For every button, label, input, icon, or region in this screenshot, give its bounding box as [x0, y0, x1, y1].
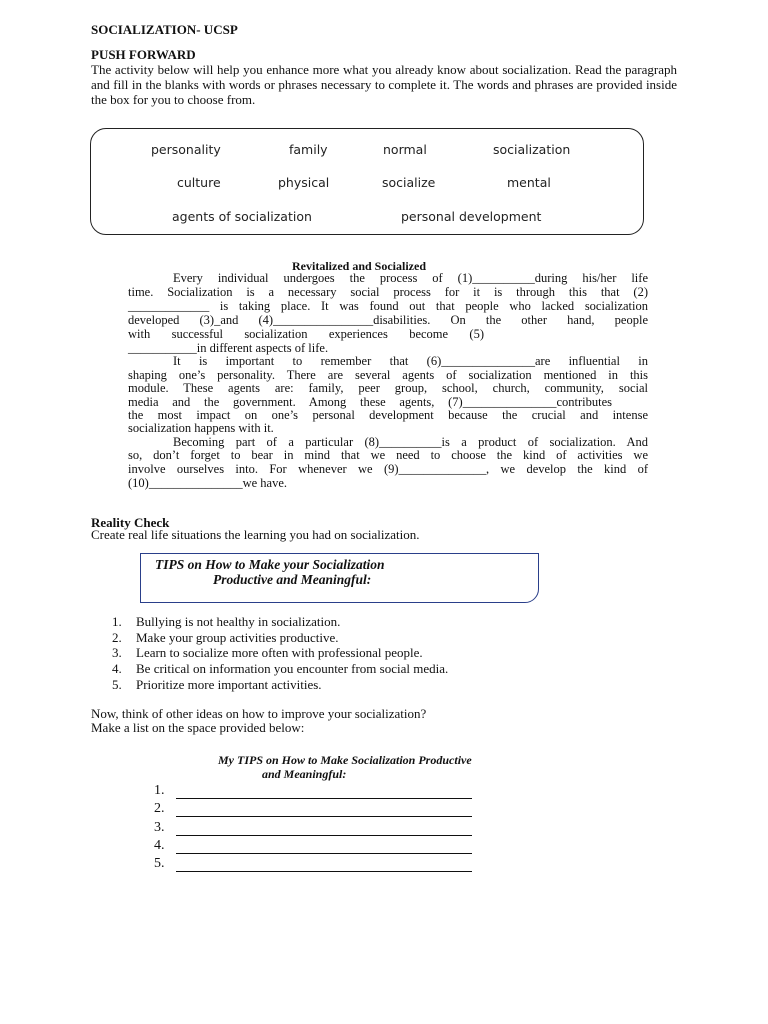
- word-bank-item: socialize: [382, 175, 436, 190]
- passage-line: (10)_______________we have.: [128, 476, 287, 490]
- word-bank-item: culture: [177, 175, 221, 190]
- push-forward-instructions: The activity below will help you enhance more what you already know about socialization. Read the paragraph and fill in the blanks with words or phrases necessary to complete it. The words and phrases are provided inside the box for you to choose from.: [91, 62, 677, 107]
- passage-line: time. Socialization is a necessary social process for it is through this that (2): [128, 285, 648, 299]
- passage-line: It is important to remember that (6)_______________are influential in: [173, 354, 648, 368]
- answer-blank[interactable]: [176, 822, 472, 836]
- answer-line-number: 1.: [154, 783, 165, 798]
- reality-check-instruction: Create real life situations the learning you had on socialization.: [91, 527, 420, 542]
- answer-line-number: 5.: [154, 856, 165, 871]
- list-item-number: 1.: [112, 614, 122, 629]
- list-item: [112, 630, 339, 646]
- list-item-text: Bullying is not healthy in socialization.: [136, 614, 341, 629]
- answer-blank[interactable]: [176, 840, 472, 854]
- word-bank-item: physical: [278, 175, 330, 190]
- list-item-number: 3.: [112, 645, 122, 660]
- answer-blank[interactable]: [176, 803, 472, 817]
- word-bank-item: mental: [507, 175, 551, 190]
- word-bank-item: family: [289, 142, 328, 157]
- passage-line: with successful socialization experiences become (5): [128, 327, 484, 341]
- answer-line-number: 3.: [154, 820, 165, 835]
- list-item-text: Make your group activities productive.: [136, 630, 339, 645]
- my-tips-title: and Meaningful:: [262, 767, 347, 781]
- list-item-number: 2.: [112, 630, 122, 645]
- passage-line: Every individual undergoes the process of (1)__________during his/her life: [173, 271, 648, 285]
- word-bank-box: [90, 128, 644, 235]
- my-tips-title: My TIPS on How to Make Socialization Productive: [218, 753, 472, 767]
- passage-line: involve ourselves into. For whenever we (9)______________, we develop the kind of: [128, 462, 648, 476]
- passage-line: so, don’t forget to bear in mind that we need to choose the kind of activities we: [128, 448, 648, 462]
- passage-line: shaping one’s personality. There are several agents of socialization mentioned in this: [128, 368, 648, 382]
- list-item-number: 4.: [112, 661, 122, 676]
- answer-line-row[interactable]: [154, 838, 472, 854]
- list-item: [112, 645, 423, 661]
- answer-line-number: 2.: [154, 801, 165, 816]
- list-item-text: Be critical on information you encounter from social media.: [136, 661, 449, 676]
- answer-line-row[interactable]: [154, 783, 472, 799]
- answer-line-row[interactable]: [154, 856, 472, 872]
- passage-line: media and the government. Among these agents, (7)_______________contributes: [128, 395, 612, 409]
- word-bank-item: socialization: [493, 142, 571, 157]
- closing-prompt: Make a list on the space provided below:: [91, 720, 305, 735]
- passage-line: socialization happens with it.: [128, 421, 274, 435]
- tips-callout-title: Productive and Meaningful:: [213, 572, 372, 587]
- answer-line-row[interactable]: [154, 820, 472, 836]
- word-bank-item: agents of socialization: [172, 209, 312, 224]
- push-forward-heading: PUSH FORWARD: [91, 47, 196, 62]
- passage-line: developed (3)_and (4)________________disabilities. On the other hand, people: [128, 313, 648, 327]
- list-item: [112, 614, 340, 630]
- document-title: SOCIALIZATION- UCSP: [91, 22, 238, 37]
- word-bank-item: normal: [383, 142, 427, 157]
- passage-line: Becoming part of a particular (8)__________is a product of socialization. And: [173, 435, 648, 449]
- passage-line: ___________in different aspects of life.: [128, 341, 329, 355]
- passage-line: module. These agents are: family, peer group, school, church, community, social: [128, 381, 648, 395]
- answer-blank[interactable]: [176, 785, 472, 799]
- word-bank-item: personal development: [401, 209, 542, 224]
- answer-line-row[interactable]: [154, 801, 472, 817]
- tips-callout-box: [140, 553, 539, 603]
- list-item-text: Prioritize more important activities.: [136, 677, 322, 692]
- closing-prompt: Now, think of other ideas on how to improve your socialization?: [91, 706, 427, 721]
- word-bank-item: personality: [151, 142, 221, 157]
- list-item-number: 5.: [112, 677, 122, 692]
- list-item: [112, 677, 322, 693]
- passage-title: Revitalized and Socialized: [292, 259, 426, 273]
- list-item: [112, 661, 448, 677]
- list-item-text: Learn to socialize more often with professional people.: [136, 645, 423, 660]
- reality-check-heading: Reality Check: [91, 515, 170, 530]
- answer-line-number: 4.: [154, 838, 165, 853]
- passage-line: the most impact on one’s personal development because the crucial and intense: [128, 408, 648, 422]
- answer-blank[interactable]: [176, 858, 472, 872]
- tips-callout-title: TIPS on How to Make your Socialization: [155, 557, 385, 572]
- passage-line: _____________ is taking place. It was found out that people who lacked socialization: [128, 299, 648, 313]
